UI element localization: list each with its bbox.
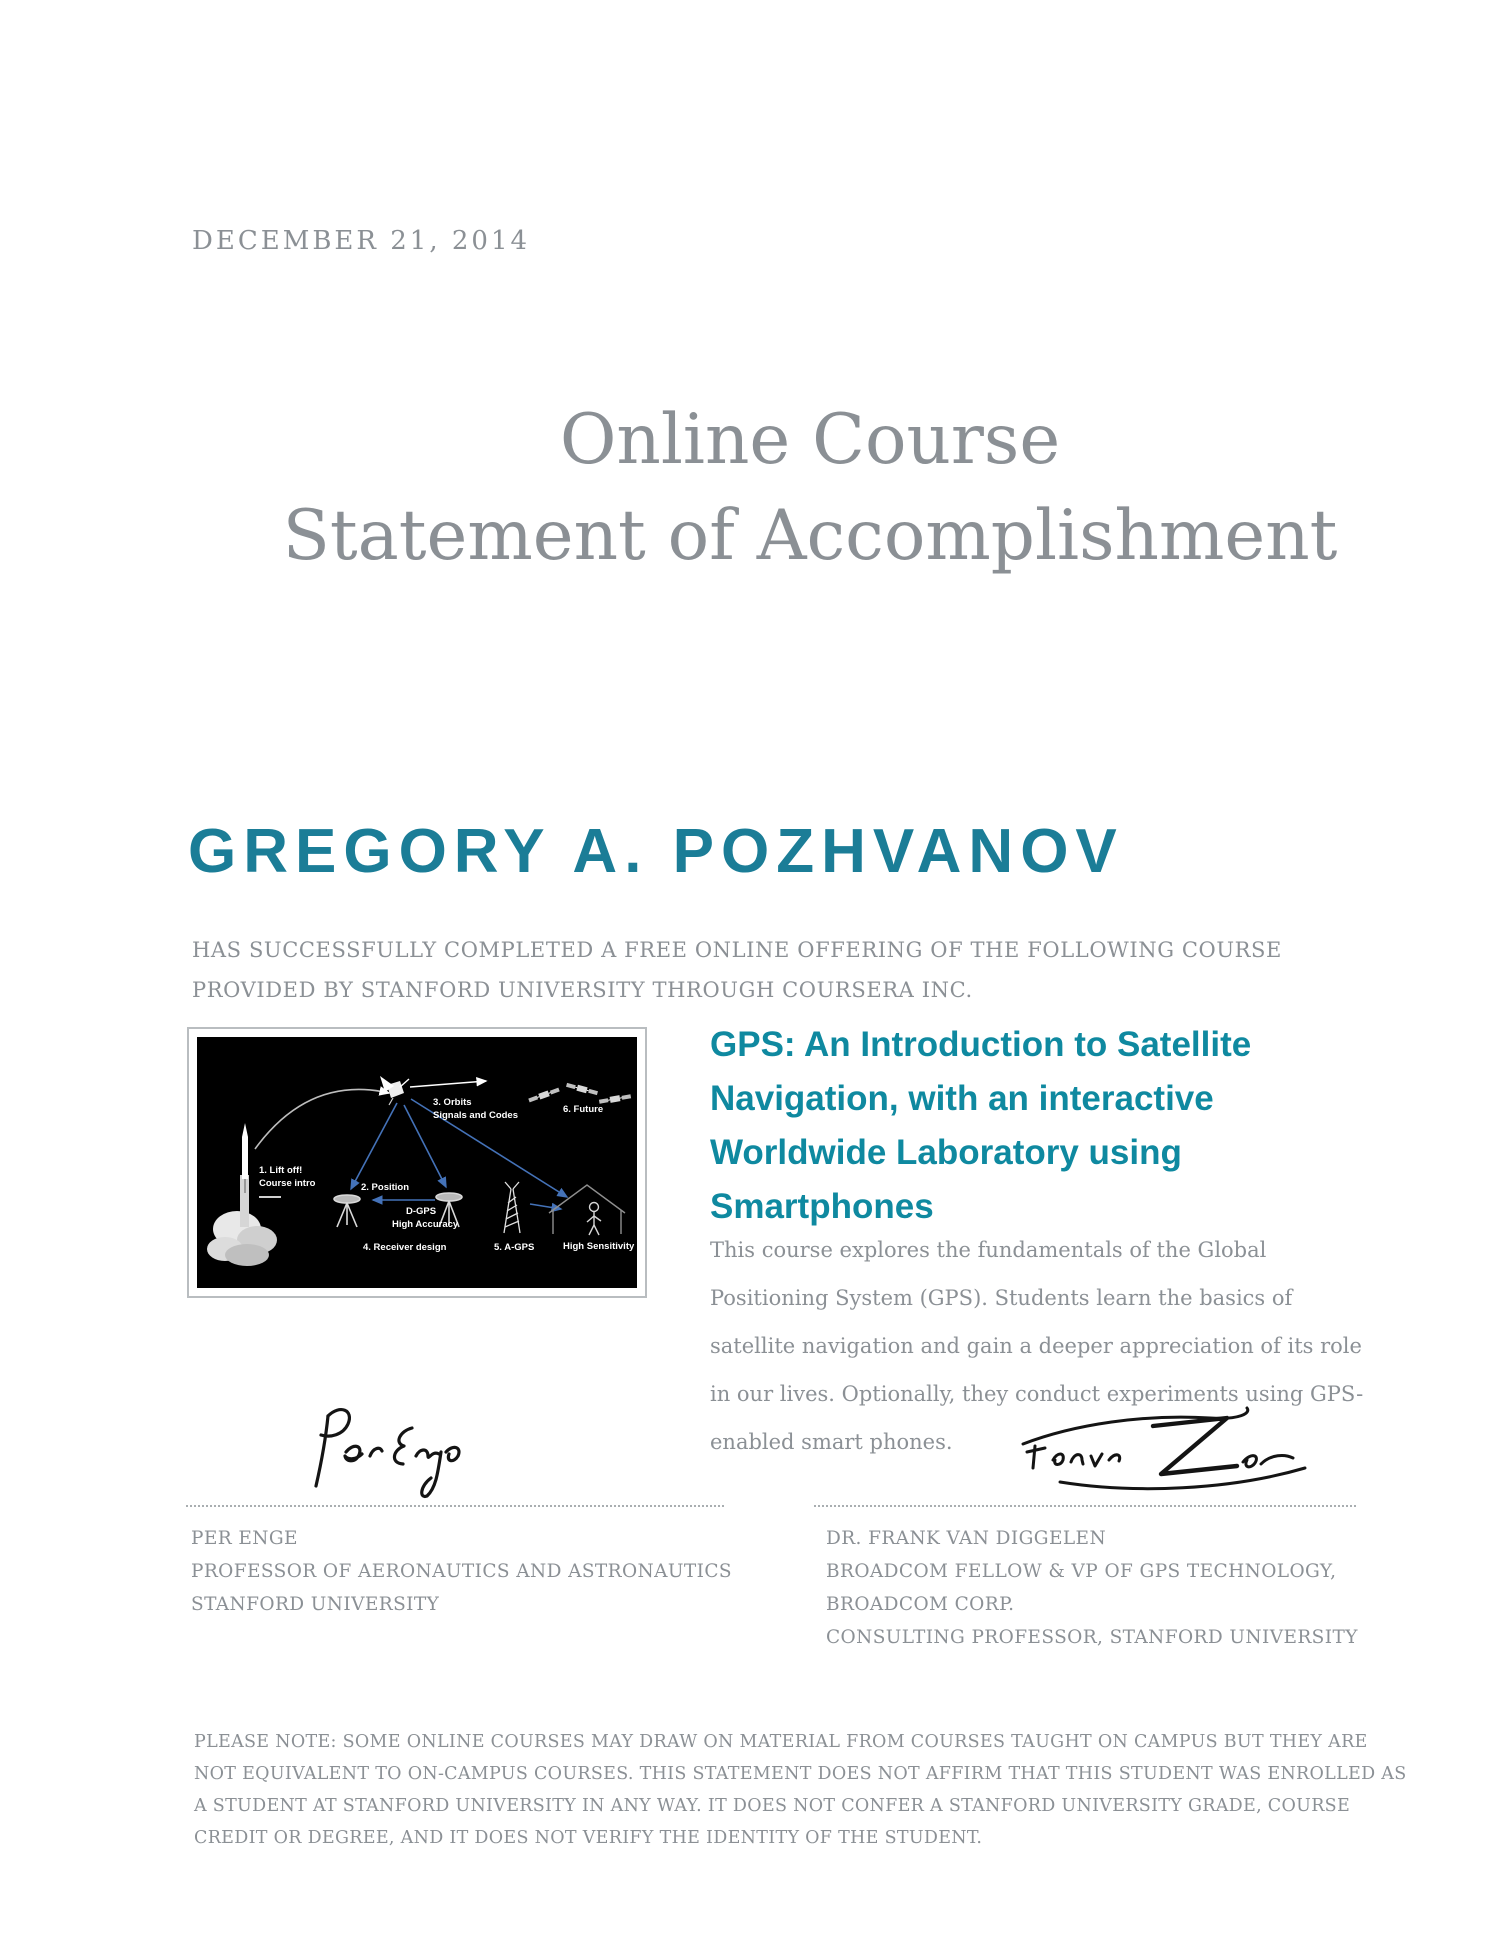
signatory-right bbox=[826, 1522, 1358, 1654]
image-label-orbits: 3. Orbits bbox=[433, 1097, 472, 1108]
recipient-name: GREGORY A. POZHVANOV bbox=[188, 817, 1124, 886]
course-title bbox=[710, 1018, 1251, 1234]
image-label-dgps: D-GPS bbox=[406, 1206, 437, 1217]
certificate-title-line-1: Online Course bbox=[559, 400, 1061, 480]
van-diggelen-signature bbox=[1005, 1398, 1315, 1498]
course-title-line-1: GPS: An Introduction to Satellite bbox=[710, 1025, 1252, 1064]
signatory-left-title-2: STANFORD UNIVERSITY bbox=[191, 1594, 440, 1615]
image-label-high-accuracy: High Accuracy bbox=[392, 1219, 459, 1230]
signatory-left bbox=[191, 1522, 732, 1621]
image-label-signals-codes: Signals and Codes bbox=[433, 1110, 518, 1121]
course-image bbox=[197, 1037, 637, 1288]
image-label-agps: 5. A-GPS bbox=[494, 1242, 535, 1253]
course-image-frame bbox=[187, 1027, 647, 1298]
image-label-high-sensitivity: High Sensitivity bbox=[563, 1241, 635, 1252]
course-image-illustration bbox=[197, 1037, 637, 1288]
completion-statement-line-2: PROVIDED BY STANFORD UNIVERSITY THROUGH COURSERA INC. bbox=[192, 978, 973, 1002]
image-label-future: 6. Future bbox=[563, 1104, 604, 1115]
signatory-right-title-2: BROADCOM CORP. bbox=[826, 1594, 1015, 1615]
signatory-left-name: PER ENGE bbox=[191, 1528, 298, 1549]
completion-statement-line-1: HAS SUCCESSFULLY COMPLETED A FREE ONLINE OFFERING OF THE FOLLOWING COURSE bbox=[192, 938, 1282, 962]
footer-disclaimer: PLEASE NOTE: SOME ONLINE COURSES MAY DRAW ON MATERIAL FROM COURSES TAUGHT ON CAMPUS BUT THEY ARE NOT EQUIVALENT TO ON-CAMPUS COURSES. THIS STATEMENT DOES NOT AFFIRM THAT THIS STUDENT WAS ENROLLED AS A STUDENT AT STANFORD UNIVERSITY IN ANY WAY. IT DOES NOT CONFER A STANFORD UNIVERSITY GRADE, COURSE CREDIT OR DEGREE, AND IT DOES NOT VERIFY THE IDENTITY OF THE STUDENT. bbox=[194, 1732, 1407, 1848]
signature-line-left bbox=[186, 1505, 724, 1507]
signatory-right-title-3: CONSULTING PROFESSOR, STANFORD UNIVERSITY bbox=[826, 1627, 1358, 1648]
per-enge-signature bbox=[290, 1400, 490, 1500]
image-label-course-intro: Course intro bbox=[259, 1178, 316, 1189]
course-title-line-3: Worldwide Laboratory using bbox=[710, 1133, 1182, 1172]
signatory-left-title-1: PROFESSOR OF AERONAUTICS AND ASTRONAUTICS bbox=[191, 1561, 732, 1582]
signatory-right-title-1: BROADCOM FELLOW & VP OF GPS TECHNOLOGY, bbox=[826, 1561, 1337, 1582]
certificate-title-line-2: Statement of Accomplishment bbox=[282, 496, 1338, 576]
course-title-line-2: Navigation, with an interactive bbox=[710, 1079, 1214, 1118]
signatory-right-name: DR. FRANK VAN DIGGELEN bbox=[826, 1528, 1107, 1549]
image-label-receiver-design: 4. Receiver design bbox=[363, 1242, 447, 1253]
course-title-line-4: Smartphones bbox=[710, 1187, 934, 1226]
image-label-position: 2. Position bbox=[361, 1182, 410, 1193]
signature-line-right bbox=[814, 1505, 1356, 1507]
issue-date: DECEMBER 21, 2014 bbox=[192, 226, 531, 256]
certificate-title bbox=[120, 392, 1500, 584]
completion-statement bbox=[192, 930, 1282, 1010]
image-label-lift-off: 1. Lift off! bbox=[259, 1165, 303, 1176]
course-description: This course explores the fundamentals of the Global Positioning System (GPS). Students learn the basics of satellite navigation and gain a deeper appreciation of its role in our lives. Optionally, they conduct experiments using GPS-enabled smart phones. bbox=[710, 1238, 1364, 1454]
